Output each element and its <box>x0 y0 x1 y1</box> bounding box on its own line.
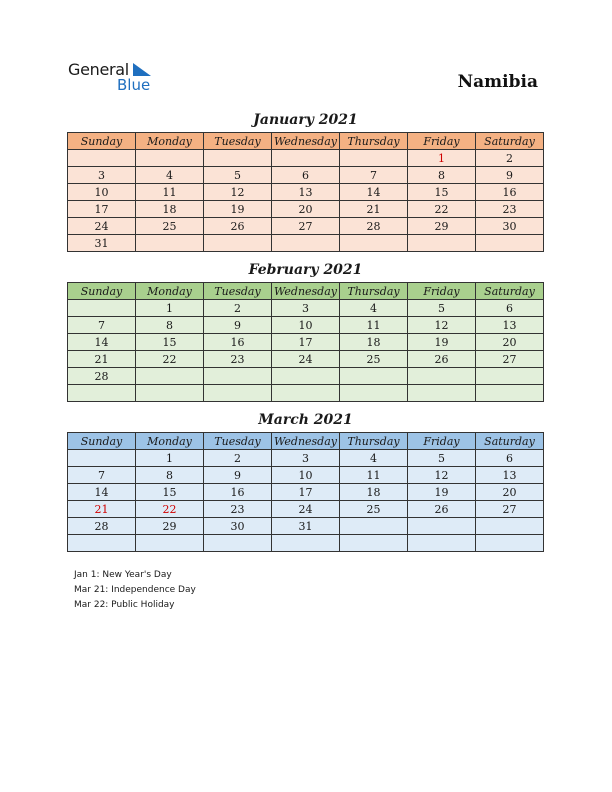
empty-day-cell <box>204 235 272 252</box>
weekday-header-row <box>68 433 544 450</box>
day-cell: 8 <box>136 317 204 334</box>
week-row <box>68 300 544 317</box>
weekday-header: Saturday <box>476 433 544 450</box>
empty-day-cell <box>68 150 136 167</box>
month-title-march: March 2021 <box>258 412 353 428</box>
empty-day-cell <box>204 385 272 402</box>
empty-day-cell <box>476 368 544 385</box>
day-cell: 21 <box>68 351 136 368</box>
logo-triangle-icon <box>133 63 151 77</box>
day-cell: 6 <box>272 167 340 184</box>
calendar-february <box>67 282 544 402</box>
day-cell: 3 <box>272 300 340 317</box>
empty-day-cell <box>340 535 408 552</box>
empty-day-cell <box>476 385 544 402</box>
weekday-header-row <box>68 133 544 150</box>
day-cell: 12 <box>204 184 272 201</box>
weekday-header: Sunday <box>68 133 136 150</box>
day-cell: 15 <box>136 484 204 501</box>
day-cell: 9 <box>204 467 272 484</box>
country-title: Namibia <box>457 72 538 92</box>
empty-day-cell <box>408 535 476 552</box>
day-cell: 2 <box>204 450 272 467</box>
day-cell: 13 <box>476 317 544 334</box>
day-cell: 26 <box>408 351 476 368</box>
weekday-header-row <box>68 283 544 300</box>
weekday-header: Sunday <box>68 283 136 300</box>
day-cell: 3 <box>272 450 340 467</box>
empty-day-cell <box>204 535 272 552</box>
holiday-list <box>74 568 196 613</box>
day-cell: 17 <box>272 484 340 501</box>
day-cell: 11 <box>136 184 204 201</box>
day-cell: 9 <box>204 317 272 334</box>
weekday-header: Friday <box>408 433 476 450</box>
weekday-header: Thursday <box>340 133 408 150</box>
empty-day-cell <box>340 385 408 402</box>
empty-day-cell <box>476 518 544 535</box>
day-cell: 30 <box>204 518 272 535</box>
week-row <box>68 535 544 552</box>
logo <box>68 60 168 96</box>
empty-day-cell <box>68 450 136 467</box>
empty-day-cell <box>136 385 204 402</box>
day-cell: 26 <box>204 218 272 235</box>
day-cell: 21 <box>340 201 408 218</box>
day-cell: 20 <box>476 334 544 351</box>
day-cell: 22 <box>136 351 204 368</box>
week-row <box>68 351 544 368</box>
empty-day-cell <box>68 535 136 552</box>
day-cell: 10 <box>272 467 340 484</box>
empty-day-cell <box>340 235 408 252</box>
day-cell: 24 <box>68 218 136 235</box>
empty-day-cell <box>136 535 204 552</box>
week-row <box>68 368 544 385</box>
weekday-header: Monday <box>136 133 204 150</box>
week-row <box>68 484 544 501</box>
day-cell: 14 <box>340 184 408 201</box>
empty-day-cell <box>340 518 408 535</box>
week-row <box>68 167 544 184</box>
holiday-day-cell: 21 <box>68 501 136 518</box>
weekday-header: Monday <box>136 433 204 450</box>
day-cell: 29 <box>408 218 476 235</box>
day-cell: 20 <box>272 201 340 218</box>
day-cell: 7 <box>68 317 136 334</box>
month-title-january: January 2021 <box>253 112 358 128</box>
empty-day-cell <box>476 535 544 552</box>
logo-text-blue: Blue <box>117 76 151 94</box>
day-cell: 18 <box>340 484 408 501</box>
empty-day-cell <box>68 300 136 317</box>
day-cell: 10 <box>272 317 340 334</box>
empty-day-cell <box>136 368 204 385</box>
day-cell: 27 <box>476 501 544 518</box>
week-row <box>68 150 544 167</box>
day-cell: 5 <box>204 167 272 184</box>
day-cell: 11 <box>340 317 408 334</box>
day-cell: 18 <box>136 201 204 218</box>
weekday-header: Saturday <box>476 133 544 150</box>
day-cell: 22 <box>408 201 476 218</box>
week-row <box>68 201 544 218</box>
day-cell: 9 <box>476 167 544 184</box>
day-cell: 2 <box>476 150 544 167</box>
day-cell: 13 <box>476 467 544 484</box>
week-row <box>68 467 544 484</box>
day-cell: 2 <box>204 300 272 317</box>
empty-day-cell <box>340 150 408 167</box>
day-cell: 7 <box>68 467 136 484</box>
holiday-day-cell: 1 <box>408 150 476 167</box>
day-cell: 4 <box>340 300 408 317</box>
day-cell: 17 <box>272 334 340 351</box>
day-cell: 5 <box>408 300 476 317</box>
empty-day-cell <box>476 235 544 252</box>
weekday-header: Saturday <box>476 283 544 300</box>
empty-day-cell <box>136 235 204 252</box>
empty-day-cell <box>272 368 340 385</box>
day-cell: 3 <box>68 167 136 184</box>
day-cell: 31 <box>272 518 340 535</box>
day-cell: 16 <box>204 334 272 351</box>
empty-day-cell <box>272 235 340 252</box>
day-cell: 25 <box>340 351 408 368</box>
month-title-february: February 2021 <box>248 262 363 278</box>
day-cell: 28 <box>68 518 136 535</box>
day-cell: 6 <box>476 450 544 467</box>
day-cell: 28 <box>340 218 408 235</box>
day-cell: 27 <box>272 218 340 235</box>
weekday-header: Friday <box>408 283 476 300</box>
holiday-item: Mar 22: Public Holiday <box>74 600 175 610</box>
empty-day-cell <box>408 518 476 535</box>
empty-day-cell <box>204 150 272 167</box>
day-cell: 23 <box>476 201 544 218</box>
day-cell: 14 <box>68 484 136 501</box>
day-cell: 18 <box>340 334 408 351</box>
day-cell: 29 <box>136 518 204 535</box>
weekday-header: Wednesday <box>272 133 340 150</box>
weekday-header: Tuesday <box>204 133 272 150</box>
logo-text-general: General <box>68 60 129 79</box>
day-cell: 8 <box>408 167 476 184</box>
day-cell: 8 <box>136 467 204 484</box>
holiday-day-cell: 22 <box>136 501 204 518</box>
empty-day-cell <box>272 535 340 552</box>
day-cell: 31 <box>68 235 136 252</box>
day-cell: 25 <box>340 501 408 518</box>
empty-day-cell <box>136 150 204 167</box>
day-cell: 19 <box>408 484 476 501</box>
day-cell: 10 <box>68 184 136 201</box>
day-cell: 5 <box>408 450 476 467</box>
empty-day-cell <box>68 385 136 402</box>
calendar-january <box>67 132 544 252</box>
weekday-header: Friday <box>408 133 476 150</box>
day-cell: 20 <box>476 484 544 501</box>
week-row <box>68 450 544 467</box>
empty-day-cell <box>204 368 272 385</box>
week-row <box>68 218 544 235</box>
week-row <box>68 317 544 334</box>
holiday-item: Jan 1: New Year's Day <box>74 570 172 580</box>
day-cell: 25 <box>136 218 204 235</box>
day-cell: 6 <box>476 300 544 317</box>
weekday-header: Monday <box>136 283 204 300</box>
day-cell: 24 <box>272 351 340 368</box>
week-row <box>68 334 544 351</box>
day-cell: 23 <box>204 501 272 518</box>
week-row <box>68 385 544 402</box>
day-cell: 1 <box>136 300 204 317</box>
week-row <box>68 501 544 518</box>
empty-day-cell <box>408 235 476 252</box>
day-cell: 30 <box>476 218 544 235</box>
day-cell: 15 <box>408 184 476 201</box>
week-row <box>68 518 544 535</box>
day-cell: 4 <box>340 450 408 467</box>
day-cell: 26 <box>408 501 476 518</box>
day-cell: 13 <box>272 184 340 201</box>
weekday-header: Tuesday <box>204 433 272 450</box>
weekday-header: Thursday <box>340 283 408 300</box>
week-row <box>68 184 544 201</box>
day-cell: 11 <box>340 467 408 484</box>
day-cell: 15 <box>136 334 204 351</box>
day-cell: 12 <box>408 467 476 484</box>
empty-day-cell <box>408 385 476 402</box>
weekday-header: Tuesday <box>204 283 272 300</box>
empty-day-cell <box>340 368 408 385</box>
day-cell: 16 <box>204 484 272 501</box>
day-cell: 7 <box>340 167 408 184</box>
day-cell: 19 <box>204 201 272 218</box>
weekday-header: Wednesday <box>272 283 340 300</box>
empty-day-cell <box>272 385 340 402</box>
day-cell: 1 <box>136 450 204 467</box>
day-cell: 4 <box>136 167 204 184</box>
week-row <box>68 235 544 252</box>
day-cell: 28 <box>68 368 136 385</box>
empty-day-cell <box>272 150 340 167</box>
day-cell: 23 <box>204 351 272 368</box>
weekday-header: Sunday <box>68 433 136 450</box>
day-cell: 24 <box>272 501 340 518</box>
weekday-header: Thursday <box>340 433 408 450</box>
day-cell: 27 <box>476 351 544 368</box>
day-cell: 12 <box>408 317 476 334</box>
holiday-item: Mar 21: Independence Day <box>74 585 196 595</box>
day-cell: 16 <box>476 184 544 201</box>
weekday-header: Wednesday <box>272 433 340 450</box>
day-cell: 17 <box>68 201 136 218</box>
calendar-march <box>67 432 544 552</box>
empty-day-cell <box>408 368 476 385</box>
day-cell: 19 <box>408 334 476 351</box>
day-cell: 14 <box>68 334 136 351</box>
